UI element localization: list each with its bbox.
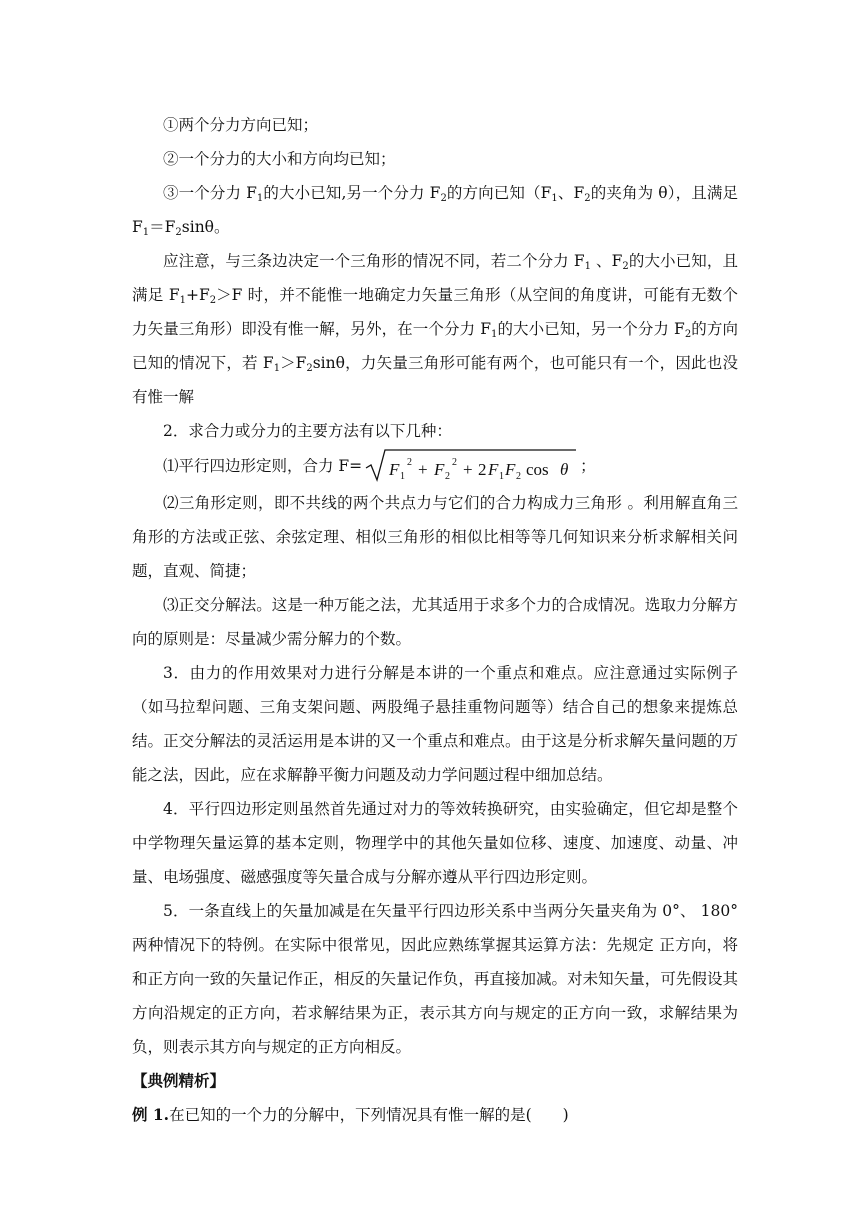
text-run: 的夹角为 θ），且满足 F bbox=[132, 184, 738, 236]
example-1 bbox=[132, 1098, 738, 1132]
svg-text:2: 2 bbox=[452, 457, 458, 468]
example-question: 在已知的一个力的分解中，下列情况具有惟一解的是( ) bbox=[169, 1106, 569, 1124]
subscript: 2 bbox=[584, 193, 591, 204]
condition-item-1 bbox=[132, 108, 738, 142]
svg-text:2: 2 bbox=[445, 471, 451, 482]
subscript: 1 bbox=[273, 363, 281, 374]
svg-text:1: 1 bbox=[400, 471, 406, 482]
method-2-paragraph bbox=[132, 486, 738, 588]
heading-text: 2．求合力或分力的主要方法有以下几种： bbox=[163, 422, 452, 440]
text-run: 、F bbox=[557, 184, 585, 202]
subscript: 2 bbox=[440, 193, 447, 204]
subscript: 2 bbox=[175, 227, 182, 238]
text-run: 5．一条直线上的矢量加减是在矢量平行四边形关系中当两分矢量夹角为 0°、 180°两种情况下的特例。在实际中很常见，因此应熟练掌握其运算方法：先规定 正方向，将和正方向一致的矢量记作正，相反的矢量记作负，再直接加减。对未知矢量，可先假设其方向沿规定的正方向，若求解结果为正，表示其方向与规定的正方向一致，求解结果为负，则表示其方向与规定的正方向相反。 bbox=[132, 902, 738, 1056]
subscript: 1 bbox=[584, 261, 591, 272]
text-run: 、F bbox=[590, 252, 623, 270]
text-run: sinθ。 bbox=[181, 218, 230, 236]
method-1-label: ⑴平行四边形定则，合力 F= bbox=[163, 457, 363, 475]
text-run: ⑵三角形定则，即不共线的两个共点力与它们的合力构成力三角形 。利用解直角三角形的方法或正弦、余弦定理、相似三角形的相似比相等等几何知识来分析求解相关问题，直观、简捷； bbox=[132, 494, 738, 580]
svg-text:θ: θ bbox=[560, 460, 569, 479]
subscript: 1 bbox=[179, 295, 187, 306]
svg-text:F: F bbox=[505, 460, 516, 479]
document-body bbox=[132, 108, 738, 1132]
text-run: +F bbox=[186, 286, 210, 304]
heading-text: 【典例精析】 bbox=[132, 1071, 226, 1090]
condition-item-3 bbox=[132, 176, 738, 244]
resultant-force-formula bbox=[364, 448, 578, 484]
svg-text:F: F bbox=[389, 460, 400, 479]
text-run: ③一个分力 F bbox=[163, 184, 257, 202]
section-4-paragraph bbox=[132, 792, 738, 894]
condition-text: ①两个分力方向已知； bbox=[163, 116, 319, 134]
text-run: ＞F 时，并不能惟一地确定力矢量三角形（从空间的角度讲，可能有无数个力矢量三角形）即没有惟一解，另外，在一个分力 F bbox=[132, 286, 738, 338]
svg-text:+: + bbox=[463, 460, 473, 479]
text-run: 4．平行四边形定则虽然首先通过对力的等效转换研究，由实验确定，但它却是整个中学物理矢量运算的基本定则，物理学中的其他矢量如位移、速度、加速度、动量、冲量、电场强度、磁感强度等矢量合成与分解亦遵从平行四边形定则。 bbox=[132, 800, 738, 886]
subscript: 1 bbox=[551, 193, 558, 204]
method-3-paragraph bbox=[132, 588, 738, 656]
text-run: 的大小已知，且满足 F bbox=[132, 252, 738, 304]
text-run: 3．由力的作用效果对力进行分解是本讲的一个重点和难点。应注意通过实际例子（如马拉犁问题、三角支架问题、两股绳子悬挂重物问题等）结合自己的想象来提炼总结。正交分解法的灵活运用是本讲的又一个重点和难点。由于这是分析求解矢量问题的万能之法，因此，应在求解静平衡力问题及动力学问题过程中细加总结。 bbox=[132, 664, 738, 784]
subscript: 2 bbox=[684, 329, 692, 340]
text-run: 的大小已知，另一个分力 F bbox=[497, 320, 685, 338]
svg-text:2: 2 bbox=[407, 457, 413, 468]
example-section-heading bbox=[132, 1064, 738, 1098]
svg-text:+: + bbox=[418, 460, 428, 479]
svg-text:F: F bbox=[434, 460, 445, 479]
svg-text:cos: cos bbox=[526, 460, 549, 479]
subscript: 1 bbox=[142, 227, 150, 238]
text-run: 应注意，与三条边决定一个三角形的情况不同，若二个分力 F bbox=[163, 252, 585, 270]
subscript: 2 bbox=[622, 261, 629, 272]
svg-text:1: 1 bbox=[499, 471, 505, 482]
section-2-heading bbox=[132, 414, 738, 448]
text-run: ＝F bbox=[149, 218, 176, 236]
condition-item-2 bbox=[132, 142, 738, 176]
text-run: sinθ，力矢量三角形可能有两个，也可能只有一个，因此也没有惟一解 bbox=[132, 354, 738, 406]
subscript: 2 bbox=[209, 295, 217, 306]
subscript: 2 bbox=[306, 363, 313, 374]
condition-text: ②一个分力的大小和方向均已知； bbox=[163, 150, 396, 168]
section-5-paragraph bbox=[132, 894, 738, 1064]
svg-text:2: 2 bbox=[516, 471, 522, 482]
subscript: 1 bbox=[490, 329, 498, 340]
text-run: ＞F bbox=[280, 354, 307, 372]
section-3-paragraph bbox=[132, 656, 738, 792]
note-paragraph bbox=[132, 244, 738, 414]
method-1-line bbox=[132, 446, 738, 486]
method-1-suffix: ； bbox=[580, 457, 596, 475]
svg-text:2: 2 bbox=[478, 460, 487, 479]
example-label: 例 1. bbox=[132, 1105, 170, 1124]
subscript: 1 bbox=[256, 193, 264, 204]
text-run: 的大小已知,另一个分力 F bbox=[263, 184, 441, 202]
text-run: ⑶正交分解法。这是一种万能之法，尤其适用于求多个力的合成情况。选取力分解方向的原则是：尽量减少需分解力的个数。 bbox=[132, 596, 738, 648]
text-run: 的方向已知（F bbox=[446, 184, 552, 202]
svg-text:F: F bbox=[488, 460, 499, 479]
text-run: 的方向已知的情况下，若 F bbox=[132, 320, 739, 372]
